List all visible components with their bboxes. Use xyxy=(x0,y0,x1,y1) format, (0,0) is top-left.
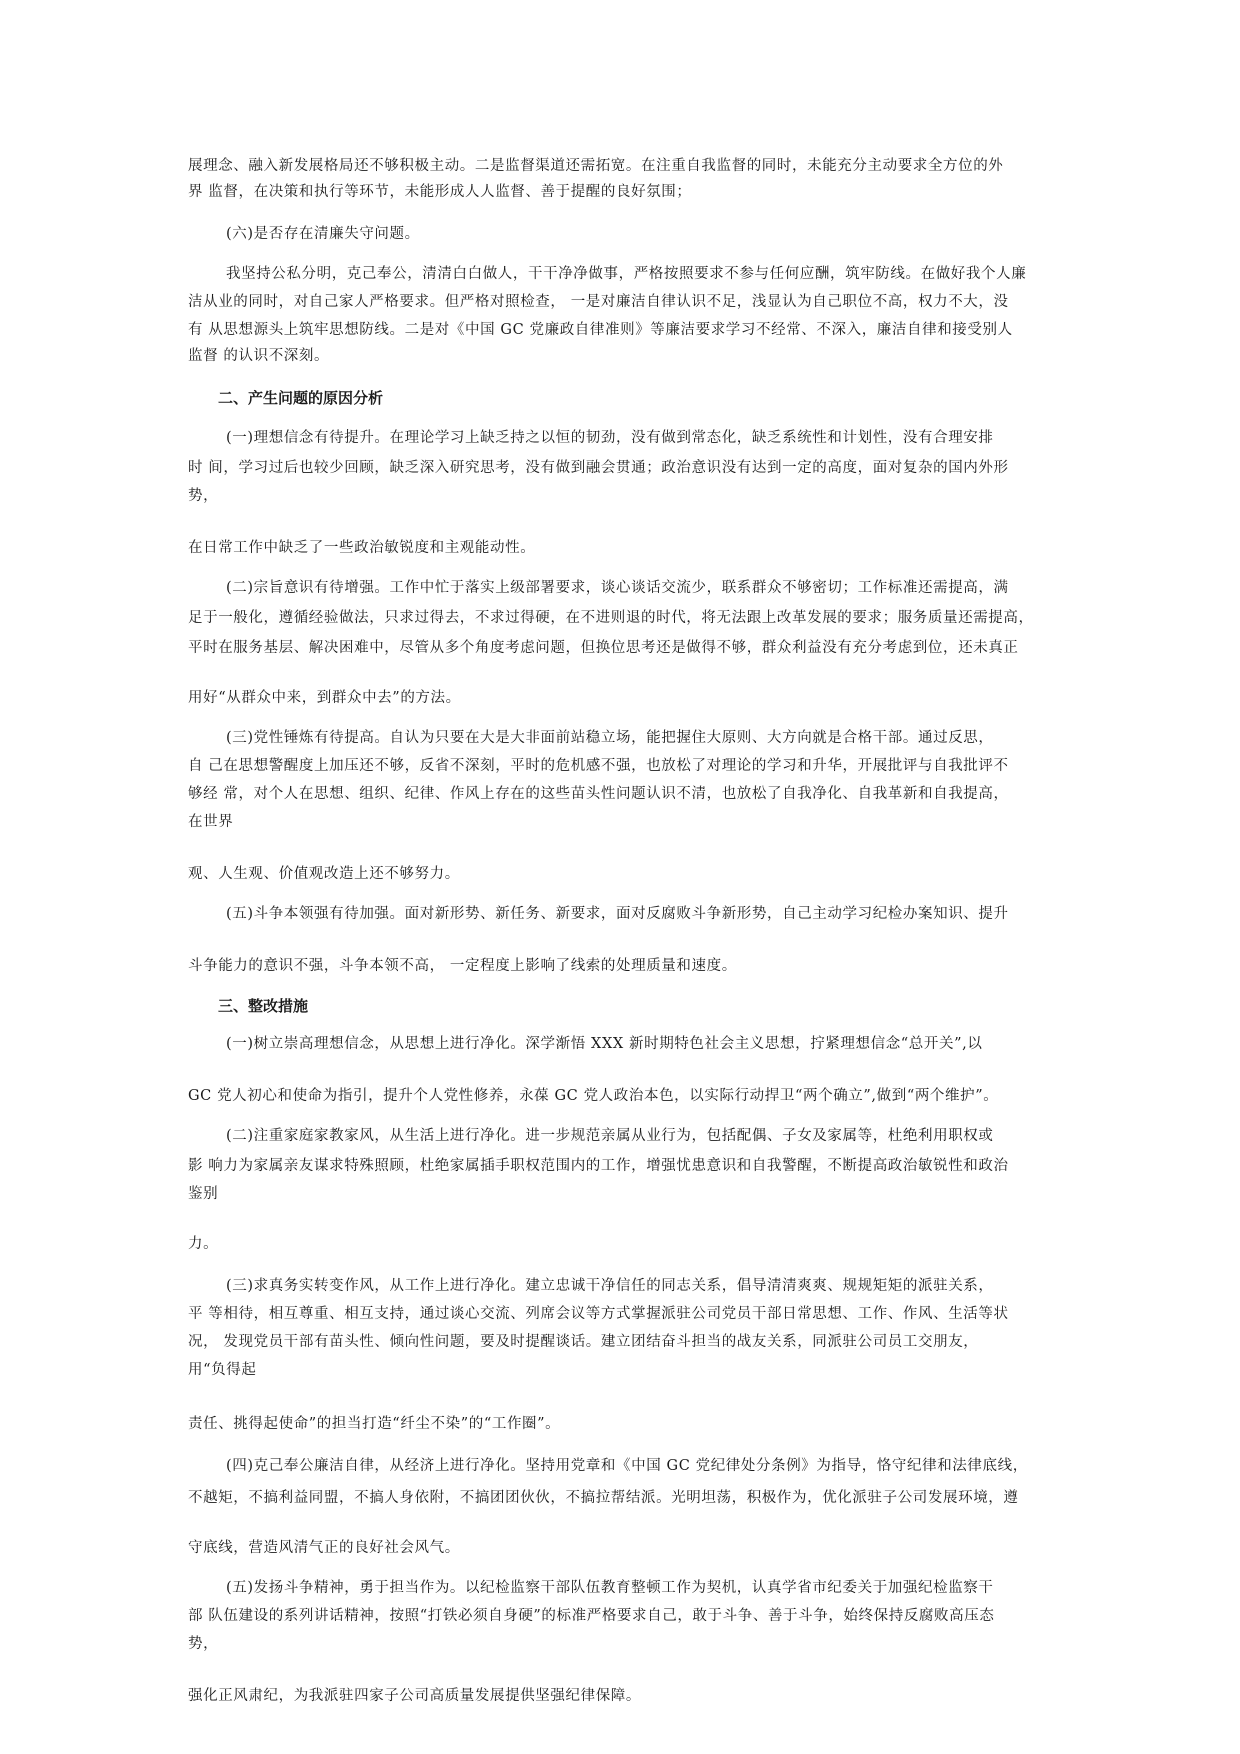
text-line: 力。 xyxy=(188,1236,219,1252)
text-line: 界 监督，在决策和执行等环节，未能形成人人监督、善于提醒的良好氛围； xyxy=(188,184,692,200)
text-line: (六)是否存在清廉失守问题。 xyxy=(226,226,420,242)
text-line: 鉴别 xyxy=(188,1186,219,1202)
text-line: 用“负得起 xyxy=(188,1362,257,1378)
text-line: 自 己在思想警醒度上加压还不够，反省不深刻，平时的危机感不强，也放松了对理论的学习和升华，开展批评与自我批评不 xyxy=(188,758,1009,774)
text-line: (一)理想信念有待提升。在理论学习上缺乏持之以恒的韧劲，没有做到常态化，缺乏系统性和计划性，没有合理安排 xyxy=(226,430,994,446)
text-line: 观、人生观、价值观改造上还不够努力。 xyxy=(188,866,460,882)
text-line: 有 从思想源头上筑牢思想防线。二是对《中国 GC 党廉政自律准则》等廉洁要求学习不经常、不深入，廉洁自律和接受别人 xyxy=(188,322,1013,338)
text-line: 足于一般化，遵循经验做法，只求过得去，不求过得硬，在不进则退的时代，将无法跟上改革发展的要求；服务质量还需提高， xyxy=(188,610,1034,626)
text-line: (五)斗争本领强有待加强。面对新形势、新任务、新要求，面对反腐败斗争新形势，自己主动学习纪检办案知识、提升 xyxy=(226,906,1009,922)
text-line: 势， xyxy=(188,488,219,504)
text-line: (三)党性锤炼有待提高。自认为只要在大是大非面前站稳立场，能把握住大原则、大方向就是合格干部。通过反思， xyxy=(226,730,994,746)
text-line: 不越矩，不搞利益同盟，不搞人身依附，不搞团团伙伙，不搞拉帮结派。光明坦荡，积极作为，优化派驻子公司发展环境，遵 xyxy=(188,1490,1019,1506)
text-line: 够经 常，对个人在思想、组织、纪律、作风上存在的这些苗头性问题认识不清，也放松了自我净化、自我革新和自我提高， xyxy=(188,786,1009,802)
text-line: 部 队伍建设的系列讲话精神，按照“打铁必须自身硬”的标准严格要求自己，敢于斗争、善于斗争，始终保持反腐败高压态 xyxy=(188,1608,995,1624)
section-heading: 二、产生问题的原因分析 xyxy=(218,389,384,407)
text-line: 我坚持公私分明，克己奉公，清清白白做人，干干净净做事，严格按照要求不参与任何应酬，筑牢防线。在做好我个人廉 xyxy=(226,266,1027,282)
text-line: (二)注重家庭家教家风，从生活上进行净化。进一步规范亲属从业行为，包括配偶、子女及家属等，杜绝利用职权或 xyxy=(226,1128,994,1144)
text-line: 守底线，营造风清气正的良好社会风气。 xyxy=(188,1540,460,1556)
text-line: (一)树立崇高理想信念，从思想上进行净化。深学渐悟 XXX 新时期特色社会主义思想，拧紧理想信念“总开关”,以 xyxy=(226,1036,983,1052)
text-line: 势， xyxy=(188,1636,219,1652)
text-line: 展理念、融入新发展格局还不够积极主动。二是监督渠道还需拓宽。在注重自我监督的同时，未能充分主动要求全方位的外 xyxy=(188,158,1004,174)
text-line: 斗争能力的意识不强，斗争本领不高， 一定程度上影响了线索的处理质量和速度。 xyxy=(188,958,737,974)
text-line: 平 等相待，相互尊重、相互支持，通过谈心交流、列席会议等方式掌握派驻公司党员干部日常思想、工作、作风、生活等状 xyxy=(188,1306,1009,1322)
text-line: 在日常工作中缺乏了一些政治敏锐度和主观能动性。 xyxy=(188,540,536,556)
text-line: 责任、挑得起使命”的担当打造“纤尘不染”的“工作圈”。 xyxy=(188,1416,561,1432)
text-line: 平时在服务基层、解决困难中，尽管从多个角度考虑问题，但换位思考还是做得不够，群众利益没有充分考虑到位，还未真正 xyxy=(188,640,1019,656)
text-line: (二)宗旨意识有待增强。工作中忙于落实上级部署要求，谈心谈话交流少，联系群众不够密切；工作标准还需提高，满 xyxy=(226,580,1009,596)
text-line: (四)克己奉公廉洁自律，从经济上进行净化。坚持用党章和《中国 GC 党纪律处分条例》为指导，恪守纪律和法律底线， xyxy=(226,1458,1028,1474)
text-line: 时 间，学习过后也较少回顾，缺乏深入研究思考，没有做到融会贯通；政治意识没有达到一定的高度，面对复杂的国内外形 xyxy=(188,460,1009,476)
text-line: GC 党人初心和使命为指引，提升个人党性修养，永葆 GC 党人政治本色，以实际行动捍卫“两个确立”,做到“两个维护”。 xyxy=(188,1088,999,1104)
text-line: (三)求真务实转变作风，从工作上进行净化。建立忠诚干净信任的同志关系，倡导清清爽爽、规规矩矩的派驻关系， xyxy=(226,1278,994,1294)
section-heading: 三、整改措施 xyxy=(218,997,309,1015)
text-line: 在世界 xyxy=(188,814,234,830)
text-line: 强化正风肃纪，为我派驻四家子公司高质量发展提供坚强纪律保障。 xyxy=(188,1688,641,1704)
text-line: 影 响力为家属亲友谋求特殊照顾，杜绝家属插手职权范围内的工作，增强忧患意识和自我警醒，不断提高政治敏锐性和政治 xyxy=(188,1158,1009,1174)
text-line: (五)发扬斗争精神，勇于担当作为。以纪检监察干部队伍教育整顿工作为契机，认真学省市纪委关于加强纪检监察干 xyxy=(226,1580,994,1596)
text-line: 用好“从群众中来，到群众中去”的方法。 xyxy=(188,690,461,706)
text-line: 况， 发现党员干部有苗头性、倾向性问题，要及时提醒谈话。建立团结奋斗担当的战友关系，同派驻公司员工交朋友， xyxy=(188,1334,979,1350)
text-line: 监督 的认识不深刻。 xyxy=(188,348,330,364)
text-line: 洁从业的同时，对自己家人严格要求。但严格对照检查， 一是对廉洁自律认识不足，浅显认为自己职位不高，权力不大，没 xyxy=(188,294,1009,310)
